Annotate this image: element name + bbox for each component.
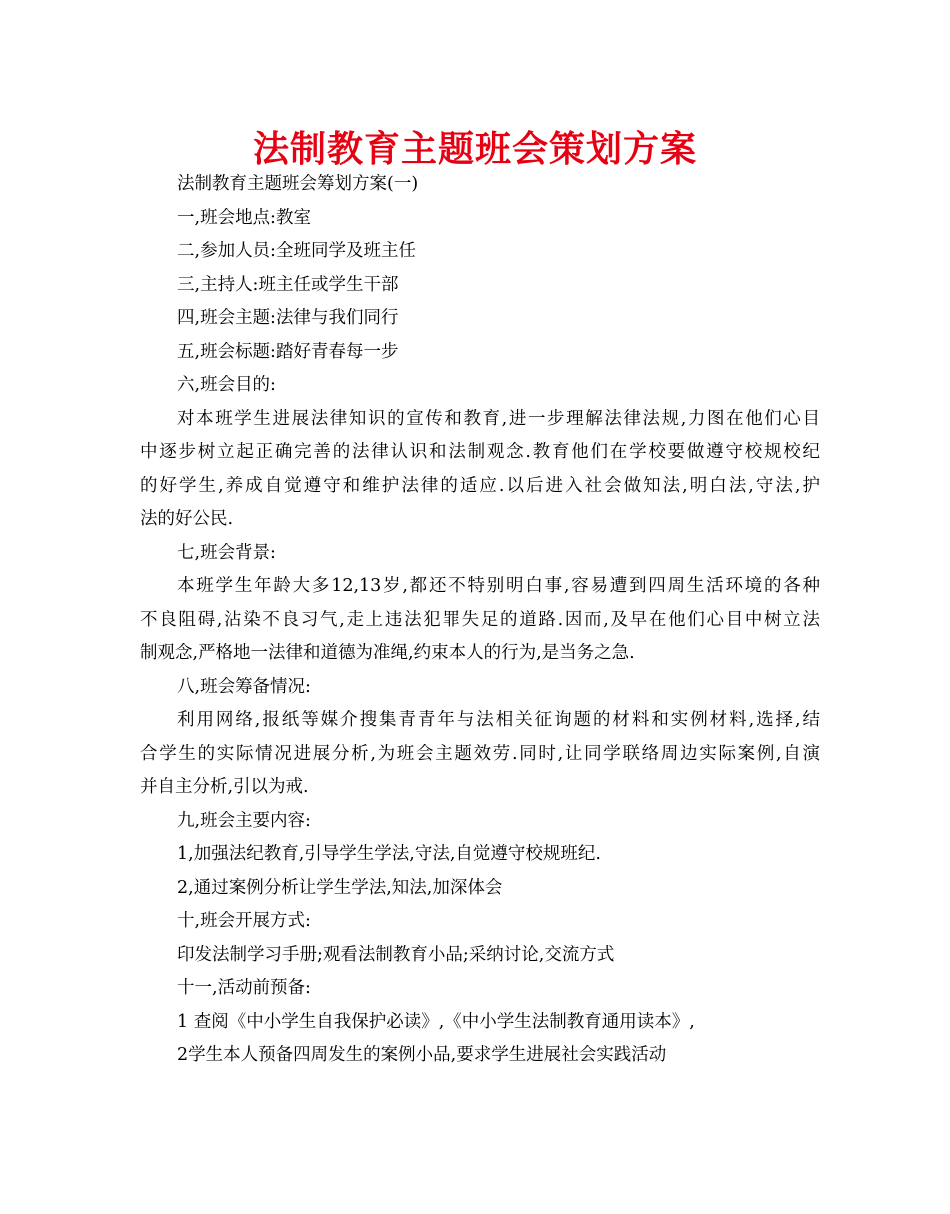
paragraph-line: 合学生的实际情况进展分析,为班会主题效劳.同时,让同学联络周边实际案例,自演: [140, 743, 820, 764]
text-line: 法制教育主题班会筹划方案(一): [177, 174, 419, 194]
text-line: 印发法制学习手册;观看法制教育小品;采纳讨论,交流方式: [177, 944, 615, 965]
document-body: [140, 168, 820, 1073]
text-line: 四,班会主题:法律与我们同行: [177, 308, 399, 328]
paragraph-line: 并自主分析,引以为戒.: [140, 777, 309, 797]
paragraph-line: 对本班学生进展法律知识的宣传和教育,进一步理解法律法规,力图在他们心目: [177, 408, 820, 429]
text-line: 六,班会目的:: [177, 375, 276, 395]
text-line: 十一,活动前预备:: [177, 978, 311, 998]
paragraph-line: 制观念,严格地一法律和道德为准绳,约束本人的行为,是当务之急.: [140, 643, 635, 663]
text-line: 二,参加人员:全班同学及班主任: [177, 241, 416, 261]
paragraph-line: 本班学生年龄大多12,13岁,都还不特别明白事,容易遭到四周生活环境的各种: [177, 576, 820, 596]
text-line: 1,加强法纪教育,引导学生学法,守法,自觉遵守校规班纪.: [177, 844, 601, 864]
paragraph-line: 中逐步树立起正确完善的法律认识和法制观念.教育他们在学校要做遵守校规校纪: [140, 442, 820, 462]
text-line: 九,班会主要内容:: [177, 810, 311, 831]
text-line: 十,班会开展方式:: [177, 911, 311, 931]
text-line: 2,通过案例分析让学生学法,知法,加深体会: [177, 877, 503, 898]
text-line: 五,班会标题:踏好青春每一步: [177, 341, 399, 362]
paragraph-line: 不良阻碍,沾染不良习气,走上违法犯罪失足的道路.因而,及早在他们心目中树立法: [140, 609, 820, 630]
paragraph-line: 利用网络,报纸等媒介搜集青青年与法相关征询题的材料和实例材料,选择,结: [177, 710, 820, 730]
text-line: 1 查阅《中小学生自我保护必读》,《中小学生法制教育通用读本》,: [177, 1011, 695, 1032]
text-line: 一,班会地点:教室: [177, 207, 311, 228]
text-line: 2学生本人预备四周发生的案例小品,要求学生进展社会实践活动: [177, 1045, 667, 1065]
paragraph-line: 法的好公民.: [140, 509, 234, 529]
text-line: 八,班会筹备情况:: [177, 676, 311, 697]
text-line: 七,班会背景:: [177, 542, 276, 563]
paragraph-line: 的好学生,养成自觉遵守和维护法律的适应.以后进入社会做知法,明白法,守法,护: [140, 475, 820, 496]
text-line: 三,主持人:班主任或学生干部: [177, 274, 399, 295]
document-title: 法制教育主题班会策划方案: [252, 129, 697, 170]
